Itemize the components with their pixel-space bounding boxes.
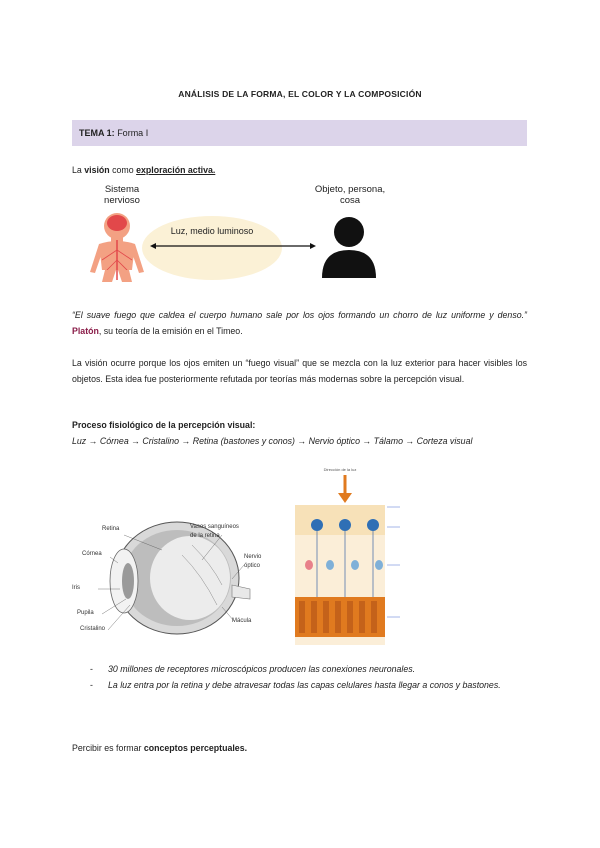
quote-text: “El suave fuego que caldea el cuerpo humano sale por los ojos formando un chorro de luz uniforme y denso.” [72,310,527,320]
tema-label: TEMA 1: [79,128,115,138]
vision-diagram-graphic [72,180,527,282]
eye-anatomy-figure [72,515,262,643]
vision-diagram [72,180,527,282]
luz-medio-label: Luz, medio luminoso [170,226,254,236]
label-pupila: Pupila [77,610,94,616]
vision-prefix: La [72,165,82,175]
bullet-list [90,661,527,693]
objeto-label: Objeto, persona, cosa [314,184,386,206]
final-prefix: Percibir es formar [72,743,142,753]
process-heading: Proceso fisiológico de la percepción visual: [72,420,256,430]
human-nervous-system-icon [90,213,144,282]
label-vasos: Vasos sanguíneos de la retina [190,524,239,539]
quote-tail: , su teoría de la emisión en el Timeo. [98,326,243,336]
emission-paragraph: La visión ocurre porque los ojos emiten un “fuego visual” que se mezcla con la luz exterior para hacer visibles los objetos. Esta idea fue posteriormente refutada por teorías más modernas sobre la percepción visual. [72,358,527,384]
light-direction-label: Dirección de la luz [323,467,357,472]
label-macula: Mácula [232,618,252,624]
label-iris: Iris [72,585,80,591]
sistema-nervioso-label: Sistema nervioso [104,184,140,206]
label-nervio: Nervio óptico [244,554,262,569]
list-item: - La luz entra por la retina y debe atravesar todas las capas celulares hasta llegar a conos y bastones. [90,680,501,690]
label-cornea: Córnea [82,551,102,557]
process-sequence: Luz → Córnea → Cristalino → Retina (bastones y conos) → Nervio óptico → Tálamo → Corteza visual [72,436,473,446]
vision-middle: como [112,165,134,175]
tema-header-bar [72,120,527,146]
process-section [72,417,527,449]
retina-layers-figure [275,467,420,647]
person-silhouette-icon [322,217,376,278]
list-item: - 30 millones de receptores microscópicos producen las conexiones neuronales. [90,664,416,674]
vision-line [72,162,527,178]
final-bold: conceptos perceptuales. [143,743,248,753]
quote-author: Platón [72,326,99,336]
label-retina: Retina [102,526,120,532]
label-cristalino: Cristalino [80,626,106,632]
plato-quote [72,307,527,339]
final-line [72,740,527,756]
document-title: ANÁLISIS DE LA FORMA, EL COLOR Y LA COMPOSICIÓN [178,89,422,99]
tema-title: Forma I [117,128,149,138]
retina-layers-illustration [275,467,420,647]
vision-bold: visión [84,165,110,175]
vision-underlined: exploración activa. [136,165,216,175]
